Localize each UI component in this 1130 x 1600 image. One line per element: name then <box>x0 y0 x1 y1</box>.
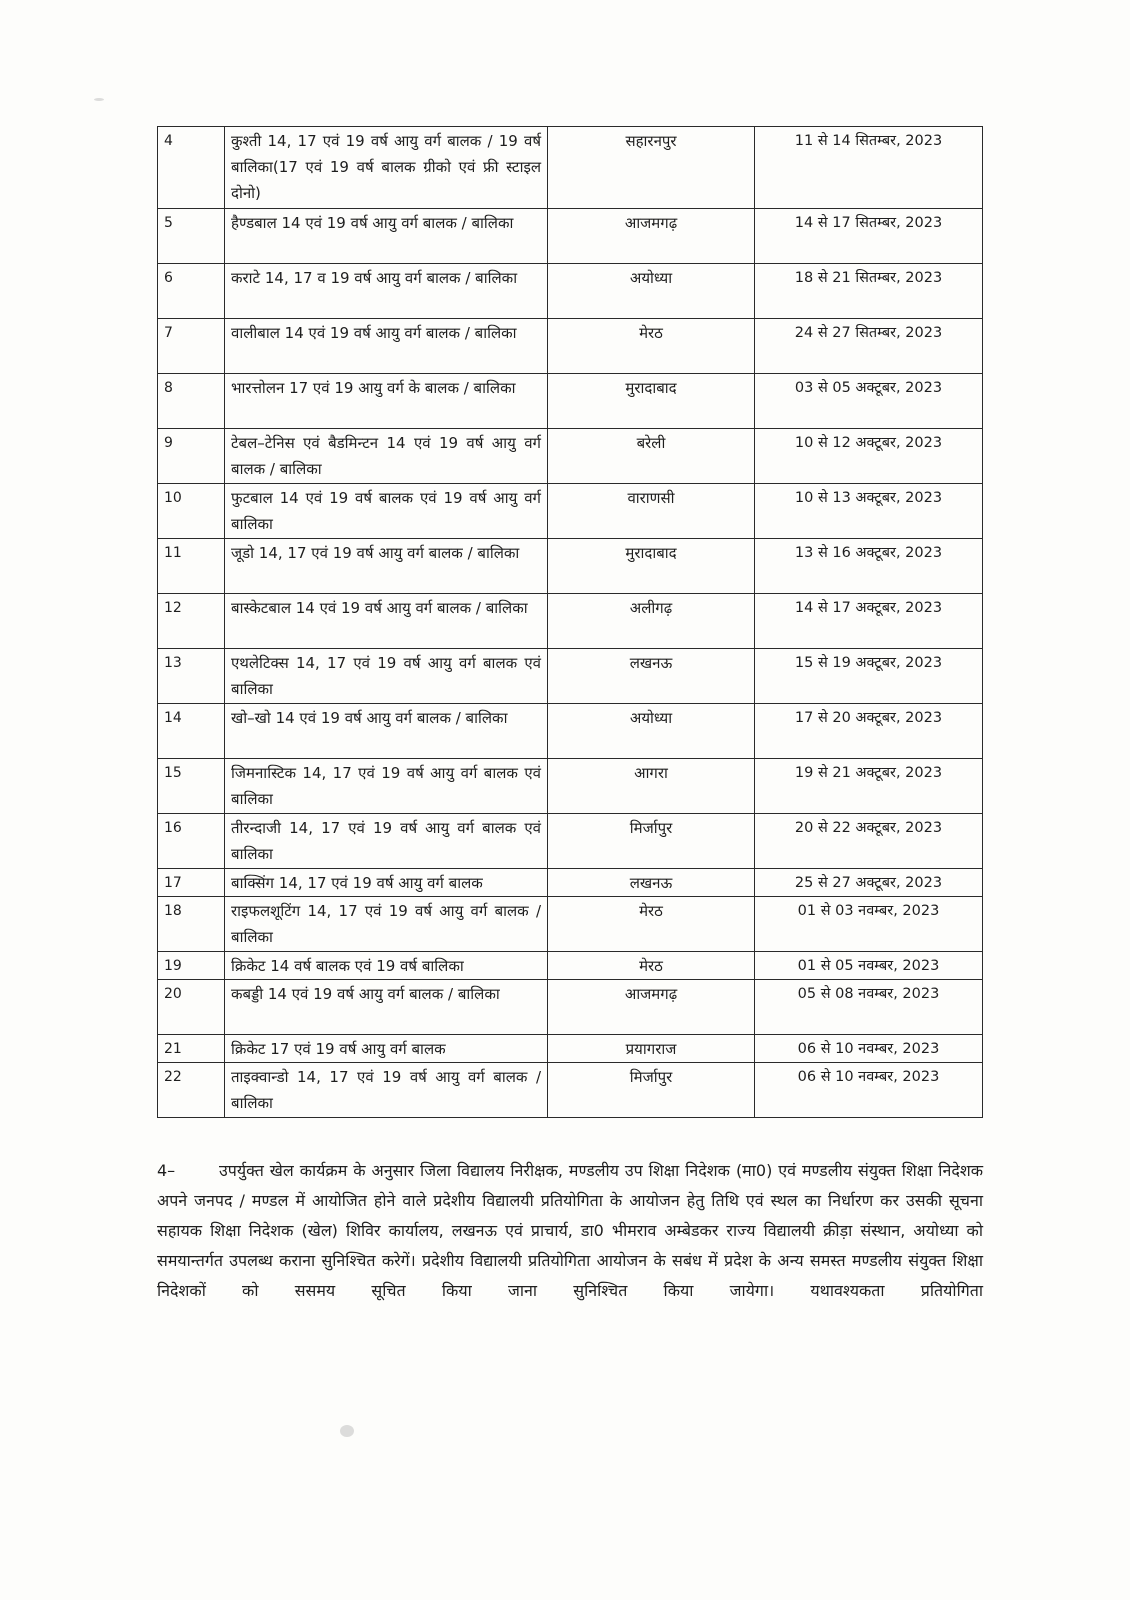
venue: मिर्जापुर <box>548 814 755 869</box>
table-row <box>158 429 983 484</box>
table-row <box>158 209 983 264</box>
event-date: 17 से 20 अक्टूबर, 2023 <box>755 704 983 759</box>
event-description: राइफलशूटिंग 14, 17 एवं 19 वर्ष आयु वर्ग बालक / बालिका <box>225 897 548 952</box>
table-row <box>158 127 983 209</box>
event-date: 19 से 21 अक्टूबर, 2023 <box>755 759 983 814</box>
table-row <box>158 814 983 869</box>
paragraph-text: उपर्युक्त खेल कार्यक्रम के अनुसार जिला विद्यालय निरीक्षक, मण्डलीय उप शिक्षा निदेशक (मा0) एवं मण्डलीय संयुक्त शिक्षा निदेशक अपने जनपद / मण्डल में आयोजित होने वाले प्रदेशीय विद्यालयी प्रतियोगिता के आयोजन हेतु तिथि एवं स्थल का निर्धारण कर उसकी सूचना सहायक शिक्षा निदेशक (खेल) शिविर कार्यालय, लखनऊ एवं प्राचार्य, डा0 भीमराव अम्बेडकर राज्य विद्यालयी क्रीड़ा संस्थान, अयोध्या को समयान्तर्गत उपलब्ध कराना सुनिश्चित करेगें। प्रदेशीय विद्यालयी प्रतियोगिता आयोजन के सबंध में प्रदेश के अन्य समस्त मण्डलीय संयुक्त शिक्षा निदेशकों को ससमय सूचित किया जाना सुनिश्चित किया जायेगा। यथावश्यकता प्रतियोगिता <box>157 1161 983 1300</box>
venue: आजमगढ़ <box>548 980 755 1035</box>
venue: मेरठ <box>548 897 755 952</box>
venue: आगरा <box>548 759 755 814</box>
venue: प्रयागराज <box>548 1035 755 1063</box>
serial-number: 9 <box>158 429 225 484</box>
venue: बरेली <box>548 429 755 484</box>
venue: अलीगढ़ <box>548 594 755 649</box>
event-date: 20 से 22 अक्टूबर, 2023 <box>755 814 983 869</box>
event-date: 06 से 10 नवम्बर, 2023 <box>755 1035 983 1063</box>
venue: मेरठ <box>548 319 755 374</box>
event-description: फुटबाल 14 एवं 19 वर्ष बालक एवं 19 वर्ष आयु वर्ग बालिका <box>225 484 548 539</box>
scan-speck <box>94 98 104 101</box>
event-date: 18 से 21 सितम्बर, 2023 <box>755 264 983 319</box>
table-row <box>158 374 983 429</box>
event-date: 03 से 05 अक्टूबर, 2023 <box>755 374 983 429</box>
instruction-paragraph <box>157 1156 983 1306</box>
event-date: 24 से 27 सितम्बर, 2023 <box>755 319 983 374</box>
event-date: 10 से 12 अक्टूबर, 2023 <box>755 429 983 484</box>
serial-number: 17 <box>158 869 225 897</box>
event-description: ताइक्वान्डो 14, 17 एवं 19 वर्ष आयु वर्ग बालक / बालिका <box>225 1063 548 1118</box>
event-date: 15 से 19 अक्टूबर, 2023 <box>755 649 983 704</box>
venue: मेरठ <box>548 952 755 980</box>
event-description: टेबल–टेनिस एवं बैडमिन्टन 14 एवं 19 वर्ष आयु वर्ग बालक / बालिका <box>225 429 548 484</box>
event-date: 06 से 10 नवम्बर, 2023 <box>755 1063 983 1118</box>
event-date: 14 से 17 सितम्बर, 2023 <box>755 209 983 264</box>
sports-schedule-table <box>157 126 983 1118</box>
table-row <box>158 952 983 980</box>
serial-number: 5 <box>158 209 225 264</box>
event-date: 13 से 16 अक्टूबर, 2023 <box>755 539 983 594</box>
event-date: 01 से 05 नवम्बर, 2023 <box>755 952 983 980</box>
table-row <box>158 897 983 952</box>
event-description: खो–खो 14 एवं 19 वर्ष आयु वर्ग बालक / बालिका <box>225 704 548 759</box>
venue: मुरादाबाद <box>548 374 755 429</box>
event-description: भारत्तोलन 17 एवं 19 आयु वर्ग के बालक / बालिका <box>225 374 548 429</box>
table-row <box>158 539 983 594</box>
event-description: जूडो 14, 17 एवं 19 वर्ष आयु वर्ग बालक / बालिका <box>225 539 548 594</box>
scan-speck <box>340 1425 354 1437</box>
event-description: कराटे 14, 17 व 19 वर्ष आयु वर्ग बालक / बालिका <box>225 264 548 319</box>
serial-number: 21 <box>158 1035 225 1063</box>
table-row <box>158 484 983 539</box>
serial-number: 4 <box>158 127 225 209</box>
event-date: 11 से 14 सितम्बर, 2023 <box>755 127 983 209</box>
event-description: बाक्सिंग 14, 17 एवं 19 वर्ष आयु वर्ग बालक <box>225 869 548 897</box>
event-description: क्रिकेट 17 एवं 19 वर्ष आयु वर्ग बालक <box>225 1035 548 1063</box>
event-description: बास्केटबाल 14 एवं 19 वर्ष आयु वर्ग बालक / बालिका <box>225 594 548 649</box>
table-row <box>158 980 983 1035</box>
venue: लखनऊ <box>548 649 755 704</box>
venue: अयोध्या <box>548 704 755 759</box>
paragraph-number: 4– <box>157 1161 176 1180</box>
serial-number: 16 <box>158 814 225 869</box>
serial-number: 13 <box>158 649 225 704</box>
venue: सहारनपुर <box>548 127 755 209</box>
serial-number: 15 <box>158 759 225 814</box>
event-description: क्रिकेट 14 वर्ष बालक एवं 19 वर्ष बालिका <box>225 952 548 980</box>
table-row <box>158 869 983 897</box>
event-description: तीरन्दाजी 14, 17 एवं 19 वर्ष आयु वर्ग बालक एवं बालिका <box>225 814 548 869</box>
event-description: वालीबाल 14 एवं 19 वर्ष आयु वर्ग बालक / बालिका <box>225 319 548 374</box>
serial-number: 20 <box>158 980 225 1035</box>
venue: मिर्जापुर <box>548 1063 755 1118</box>
event-date: 05 से 08 नवम्बर, 2023 <box>755 980 983 1035</box>
event-description: कबड्डी 14 एवं 19 वर्ष आयु वर्ग बालक / बालिका <box>225 980 548 1035</box>
table-row <box>158 319 983 374</box>
serial-number: 6 <box>158 264 225 319</box>
event-description: हैण्डबाल 14 एवं 19 वर्ष आयु वर्ग बालक / बालिका <box>225 209 548 264</box>
serial-number: 11 <box>158 539 225 594</box>
event-description: जिमनास्टिक 14, 17 एवं 19 वर्ष आयु वर्ग बालक एवं बालिका <box>225 759 548 814</box>
serial-number: 22 <box>158 1063 225 1118</box>
serial-number: 12 <box>158 594 225 649</box>
event-date: 10 से 13 अक्टूबर, 2023 <box>755 484 983 539</box>
table-row <box>158 264 983 319</box>
serial-number: 18 <box>158 897 225 952</box>
serial-number: 7 <box>158 319 225 374</box>
event-description: कुश्ती 14, 17 एवं 19 वर्ष आयु वर्ग बालक / 19 वर्ष बालिका(17 एवं 19 वर्ष बालक ग्रीको एवं फ्री स्टाइल दोनो) <box>225 127 548 209</box>
table-row <box>158 649 983 704</box>
serial-number: 10 <box>158 484 225 539</box>
event-date: 01 से 03 नवम्बर, 2023 <box>755 897 983 952</box>
serial-number: 19 <box>158 952 225 980</box>
event-description: एथलेटिक्स 14, 17 एवं 19 वर्ष आयु वर्ग बालक एवं बालिका <box>225 649 548 704</box>
event-date: 14 से 17 अक्टूबर, 2023 <box>755 594 983 649</box>
venue: वाराणसी <box>548 484 755 539</box>
serial-number: 8 <box>158 374 225 429</box>
venue: मुरादाबाद <box>548 539 755 594</box>
table-row <box>158 704 983 759</box>
table-row <box>158 1063 983 1118</box>
venue: लखनऊ <box>548 869 755 897</box>
table-row <box>158 594 983 649</box>
table-row <box>158 759 983 814</box>
venue: अयोध्या <box>548 264 755 319</box>
event-date: 25 से 27 अक्टूबर, 2023 <box>755 869 983 897</box>
venue: आजमगढ़ <box>548 209 755 264</box>
table-row <box>158 1035 983 1063</box>
serial-number: 14 <box>158 704 225 759</box>
